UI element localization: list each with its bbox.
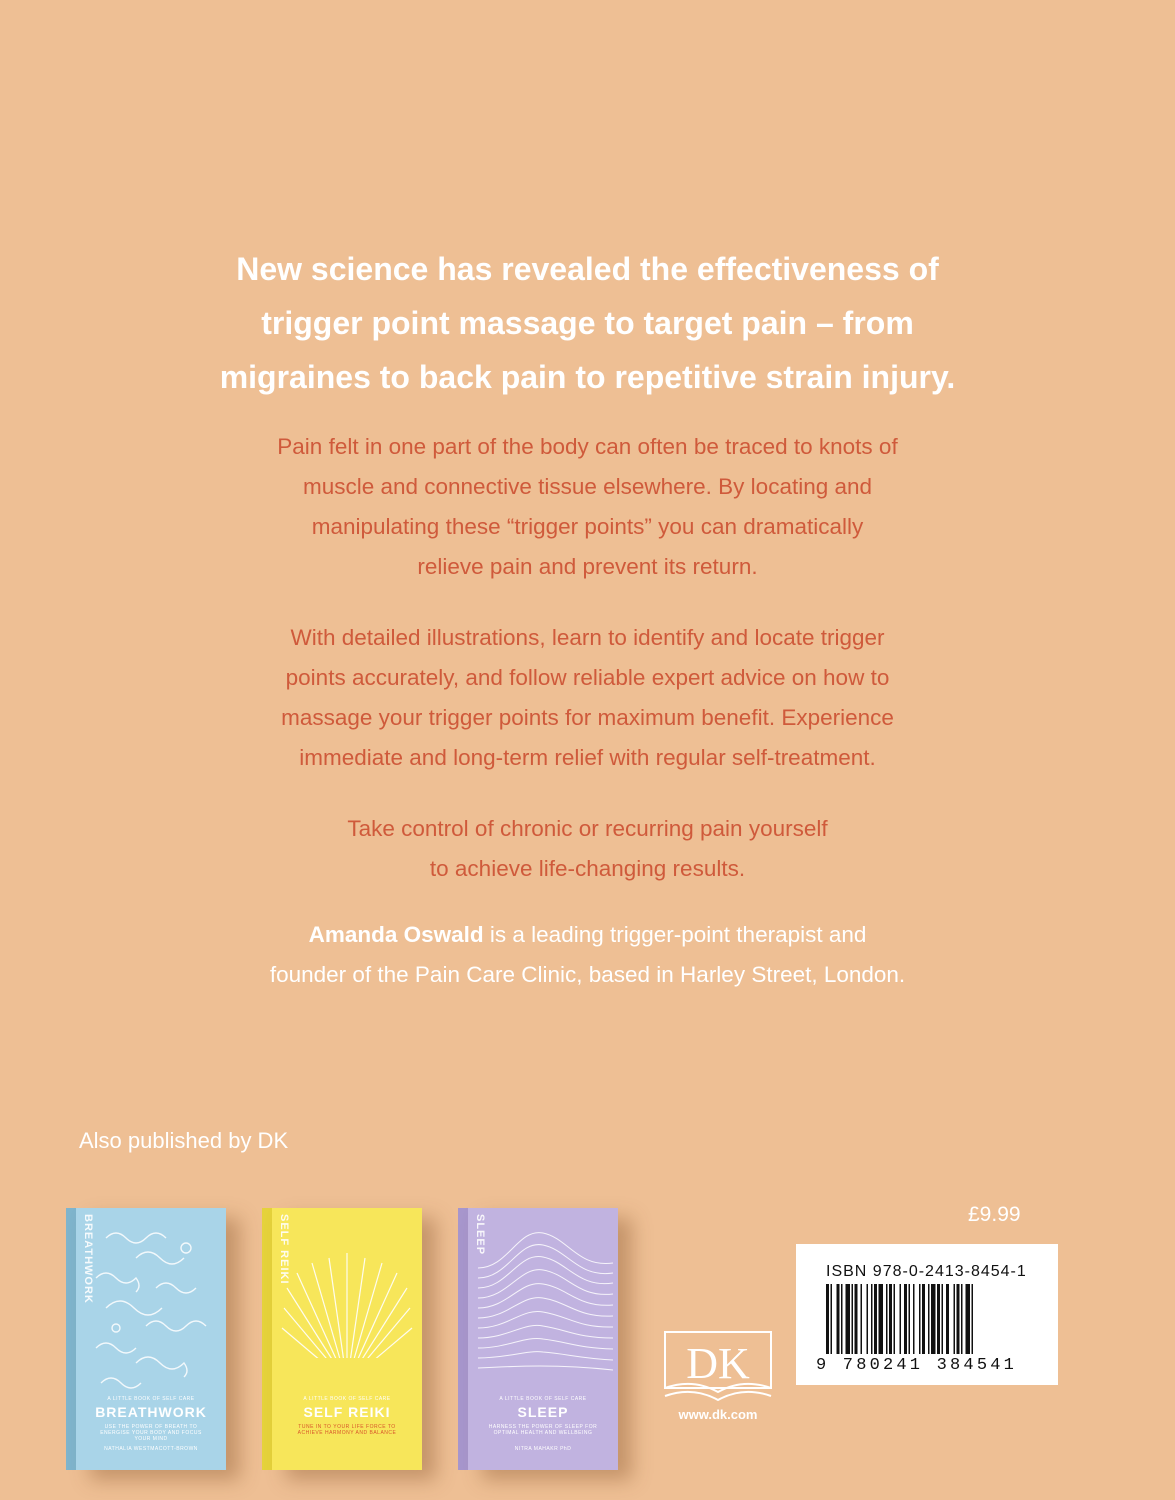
barcode-bar [855,1284,858,1354]
barcode-bar [972,1284,974,1354]
price: £9.99 [968,1203,1021,1226]
paragraph-line: With detailed illustrations, learn to identify and locate trigger [290,625,885,650]
book-cover-self-reiki[interactable] [272,1208,422,1470]
paragraph-line: manipulating these “trigger points” you can dramatically [311,514,864,539]
book-author: NITRA MAHAKR PhD [514,1446,572,1452]
book-title: BREATHWORK [95,1404,207,1420]
barcode-bar [922,1284,925,1354]
barcode-bar [966,1284,971,1354]
also-published-heading: Also published by DK [79,1128,289,1153]
barcode-bar [894,1284,896,1354]
book-cover-breathwork[interactable] [76,1208,226,1470]
barcode-bar [867,1284,869,1354]
author-bio-text: is a leading trigger-point therapist and [483,922,867,947]
barcode-bar [961,1284,963,1354]
isbn-label: ISBN 978-0-2413-8454-1 [826,1263,1027,1280]
book-series: A LITTLE BOOK OF SELF CARE [499,1396,587,1402]
book-spine-title: BREATHWORK [82,1214,94,1304]
book-title: SELF REIKI [303,1404,391,1420]
paragraph-line: massage your trigger points for maximum benefit. Experience [281,705,894,730]
barcode-bar [900,1284,902,1354]
book-subtitle: USE THE POWER OF BREATH TO ENERGISE YOUR BODY AND FOCUS YOUR MIND [100,1424,202,1442]
paragraph-line: muscle and connective tissue elsewhere. By locating and [302,474,873,499]
headline-line: New science has revealed the effectiveness of [236,251,939,287]
author-bio-line [0,915,1175,955]
headline [0,242,1175,404]
book-subtitle: HARNESS THE POWER OF SLEEP FOR OPTIMAL HEALTH AND WELLBEING [488,1424,598,1436]
barcode-bar [919,1284,921,1354]
description-paragraph-3 [0,809,1175,889]
paragraph-line: points accurately, and follow reliable expert advice on how to [285,665,890,690]
barcode-bar [909,1284,911,1354]
paragraph-line: immediate and long-term relief with regular self-treatment. [299,745,876,770]
isbn-digits: 9 780241 384541 [816,1356,1018,1375]
barcode-bar [957,1284,960,1354]
barcode-bar [831,1284,833,1354]
dk-logo [663,1330,773,1410]
barcode-bar [852,1284,854,1354]
author-bio [0,915,1175,995]
paragraph-line: relieve pain and prevent its return. [417,554,758,579]
author-name: Amanda Oswald [308,922,484,947]
book-spine [262,1208,272,1470]
barcode-bar [942,1284,944,1354]
paragraph-line: Take control of chronic or recurring pain yourself [347,816,828,841]
dk-logo-icon [663,1330,773,1405]
description-paragraph-2 [0,618,1175,778]
dk-logo-text: DK [686,1339,750,1388]
book-cover-sleep[interactable] [468,1208,618,1470]
barcode-bar [871,1284,873,1354]
barcode-bar [946,1284,949,1354]
publisher-url[interactable]: www.dk.com [678,1407,758,1422]
barcode-bar [886,1284,888,1354]
barcode-bar [913,1284,915,1354]
barcode-bar [879,1284,884,1354]
paragraph-line: to achieve life-changing results. [429,856,746,881]
barcode-bar [841,1284,843,1354]
book-author: NATHALIA WESTMACOTT-BROWN [104,1446,198,1452]
book-spine [66,1208,76,1470]
headline-line: trigger point massage to target pain – from [261,305,914,341]
barcode-bar [846,1284,851,1354]
barcode-bar [931,1284,936,1354]
barcode-bar [954,1284,956,1354]
barcode-bar [904,1284,907,1354]
barcode-bar [861,1284,863,1354]
isbn-barcode-box [796,1244,1058,1385]
barcode-bar [837,1284,840,1354]
barcode-bar [874,1284,877,1354]
book-spine-title: SLEEP [474,1214,486,1256]
description-paragraph-1 [0,427,1175,587]
book-spine [458,1208,468,1470]
book-title: SLEEP [517,1404,569,1420]
author-bio-line: founder of the Pain Care Clinic, based in Harley Street, London. [269,962,906,987]
paragraph-line: Pain felt in one part of the body can often be traced to knots of [277,434,898,459]
headline-line: migraines to back pain to repetitive strain injury. [219,359,956,395]
book-series: A LITTLE BOOK OF SELF CARE [107,1396,195,1402]
book-series: A LITTLE BOOK OF SELF CARE [303,1396,391,1402]
barcode-bar [889,1284,892,1354]
barcode-bar [937,1284,940,1354]
barcode-bar [928,1284,930,1354]
barcode-bar [826,1284,829,1354]
book-spine-title: SELF REIKI [278,1214,290,1285]
book-subtitle: TUNE IN TO YOUR LIFE FORCE TO ACHIEVE HARMONY AND BALANCE [297,1424,397,1436]
